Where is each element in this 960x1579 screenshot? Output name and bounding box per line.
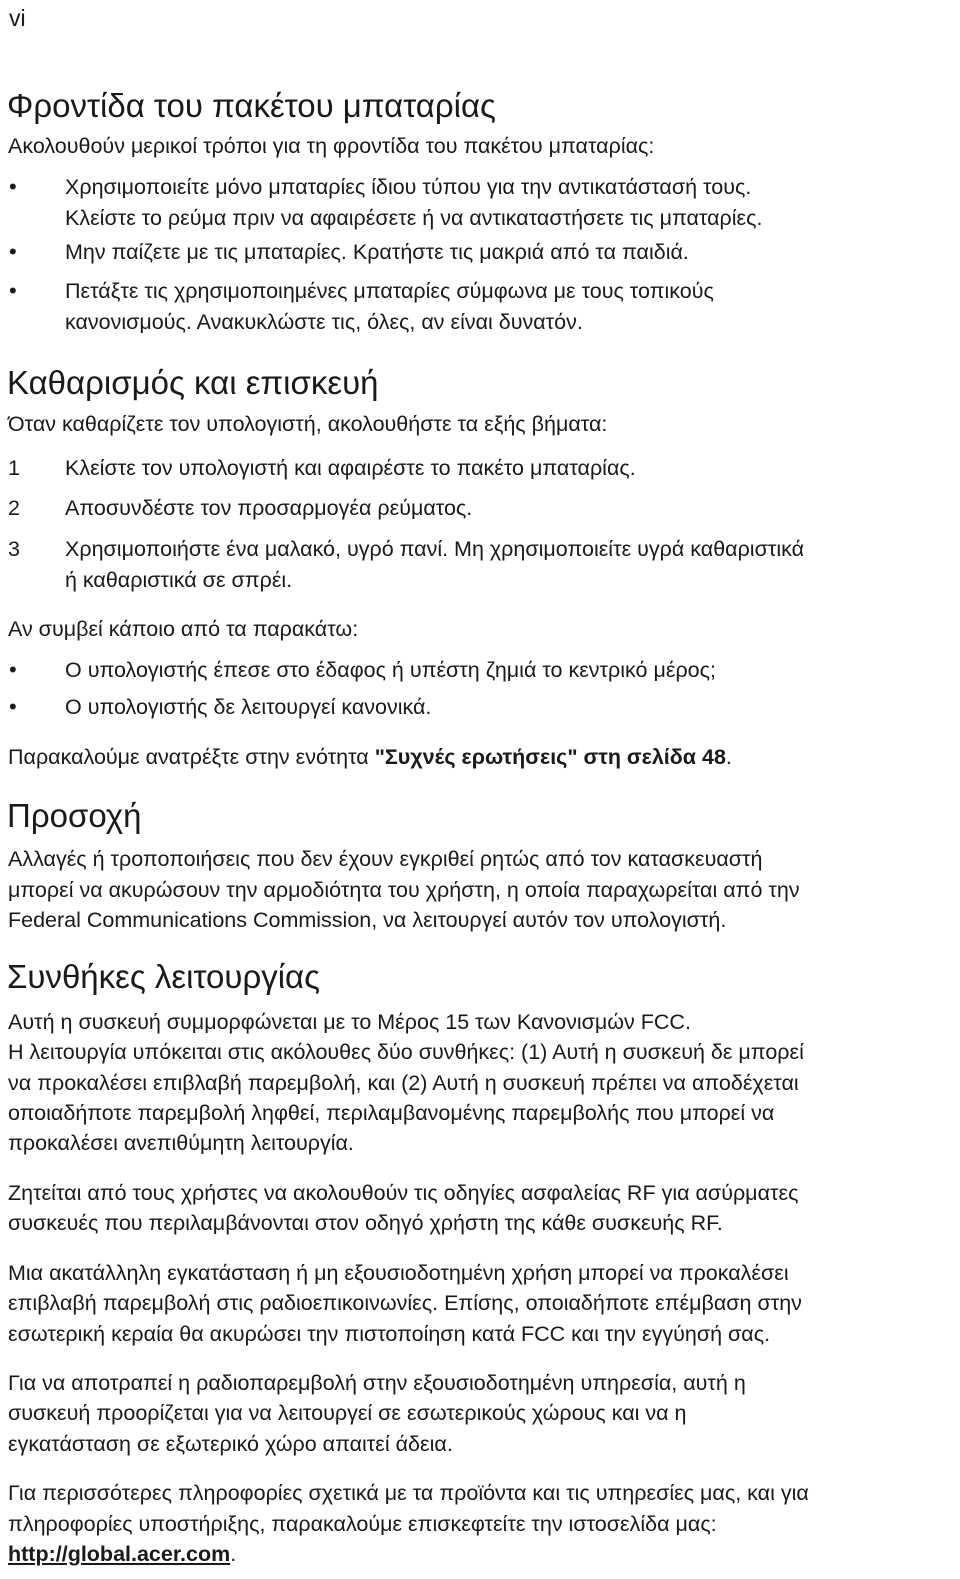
list-item: [0, 237, 960, 268]
list-item: [0, 692, 960, 723]
list-item: [0, 172, 960, 234]
operating-line: προκαλέσει ανεπιθύμητη λειτουργία.: [8, 1131, 354, 1155]
reference-link[interactable]: "Συχνές ερωτήσεις" στη σελίδα 48: [374, 745, 726, 769]
operating-line: Για να αποτραπεί η ραδιοπαρεμβολή στην εξουσιοδοτημένη υπηρεσία, αυτή η: [8, 1371, 746, 1395]
cleaning-heading: Καθαρισμός και επισκευή: [7, 364, 379, 401]
operating-line: συσκευές που περιλαμβάνονται στον οδηγό χρήστη της κάθε συσκευής RF.: [8, 1211, 723, 1235]
step-text: Χρησιμοποιήστε ένα μαλακό, υγρό πανί. Μη χρησιμοποιείτε υγρά καθαριστικά: [65, 537, 805, 561]
operating-line: Για περισσότερες πληροφορίες σχετικά με τα προϊόντα και τις υπηρεσίες μας, και για: [8, 1481, 809, 1505]
step-number: 1: [8, 456, 20, 480]
website-suffix: .: [230, 1542, 237, 1566]
bullet-icon: •: [9, 174, 17, 199]
operating-line: επιβλαβή παρεμβολή στις ραδιοεπικοινωνίες. Επίσης, οποιαδήποτε επέμβαση στην: [8, 1291, 802, 1315]
reference-suffix: .: [725, 745, 732, 769]
list-item-line: κανονισμούς. Ανακυκλώστε τις, όλες, αν είναι δυνατόν.: [65, 309, 583, 334]
operating-line: Ζητείται από τους χρήστες να ακολουθούν τις οδηγίες ασφαλείας RF για ασύρματες: [8, 1181, 799, 1205]
step-number: 3: [8, 537, 20, 561]
page-number: vi: [9, 5, 26, 31]
bullet-icon: •: [9, 239, 17, 264]
bullet-icon: •: [9, 694, 17, 719]
battery-heading: Φροντίδα του πακέτου μπαταρίας: [7, 87, 496, 124]
list-item: [0, 276, 960, 338]
reference-prefix: Παρακαλούμε ανατρέξτε στην ενότητα: [8, 745, 375, 769]
operating-heading: Συνθήκες λειτουργίας: [7, 958, 321, 995]
step-text: Αποσυνδέστε τον προσαρμογέα ρεύματος.: [65, 496, 473, 520]
bullet-icon: •: [9, 657, 17, 682]
operating-line: Αυτή η συσκευή συμμορφώνεται με το Μέρος 15 των Κανονισμών FCC.: [8, 1010, 691, 1034]
operating-line: πληροφορίες υποστήριξης, παρακαλούμε επισκεφτείτε την ιστοσελίδα μας:: [8, 1512, 717, 1536]
step-text: Κλείστε τον υπολογιστή και αφαιρέστε το πακέτο μπαταρίας.: [65, 456, 636, 480]
bullet-icon: •: [9, 278, 17, 303]
step-item: [0, 493, 960, 524]
operating-line: Η λειτουργία υπόκειται στις ακόλουθες δύο συνθήκες: (1) Αυτή η συσκευή δε μπορεί: [8, 1040, 804, 1064]
caution-heading: Προσοχή: [7, 797, 142, 834]
battery-intro: Ακολουθούν μερικοί τρόποι για τη φροντίδα του πακέτου μπαταρίας:: [8, 134, 655, 158]
list-item-line: Ο υπολογιστής δε λειτουργεί κανονικά.: [65, 695, 432, 719]
operating-line: εγκατάσταση σε εξωτερικό χώρο απαιτεί άδεια.: [8, 1432, 453, 1456]
caution-line: Federal Communications Commission, να λειτουργεί αυτόν τον υπολογιστή.: [8, 908, 727, 932]
list-item-line: Χρησιμοποιείτε μόνο μπαταρίες ίδιου τύπου για την αντικατάστασή τους.: [65, 175, 752, 199]
caution-line: Αλλαγές ή τροποποιήσεις που δεν έχουν εγκριθεί ρητώς από τον κατασκευαστή: [8, 847, 763, 871]
list-item: [0, 655, 960, 686]
step-text: ή καθαριστικά σε σπρέι.: [65, 567, 293, 592]
caution-line: μπορεί να ακυρώσουν την αρμοδιότητα του χρήστη, η οποία παραχωρείται από την: [8, 878, 800, 902]
website-link[interactable]: http://global.acer.com: [8, 1542, 231, 1566]
list-item-line: Πετάξτε τις χρησιμοποιημένες μπαταρίες σύμφωνα με τους τοπικούς: [65, 279, 714, 303]
website-line: [8, 1540, 236, 1568]
operating-line: συσκευή προορίζεται για να λειτουργεί σε εσωτερικούς χώρους και να η: [8, 1401, 687, 1425]
list-item-line: Μην παίζετε με τις μπαταρίες. Κρατήστε τις μακριά από τα παιδιά.: [65, 240, 689, 264]
step-item: [0, 534, 960, 596]
reference-text: [8, 743, 732, 771]
condition-intro: Αν συμβεί κάποιο από τα παρακάτω:: [8, 617, 359, 641]
cleaning-intro: Όταν καθαρίζετε τον υπολογιστή, ακολουθήστε τα εξής βήματα:: [8, 412, 608, 436]
list-item-line: Ο υπολογιστής έπεσε στο έδαφος ή υπέστη ζημιά το κεντρικό μέρος;: [65, 658, 716, 682]
list-item-line: Κλείστε το ρεύμα πριν να αφαιρέσετε ή να αντικαταστήσετε τις μπαταρίες.: [65, 205, 763, 230]
step-item: [0, 453, 960, 484]
operating-line: οποιαδήποτε παρεμβολή ληφθεί, περιλαμβανομένης παρεμβολής που μπορεί να: [8, 1101, 775, 1125]
operating-line: να προκαλέσει επιβλαβή παρεμβολή, και (2) Αυτή η συσκευή πρέπει να αποδέχεται: [8, 1071, 799, 1095]
step-number: 2: [8, 496, 20, 520]
operating-line: εσωτερική κεραία θα ακυρώσει την πιστοποίηση κατά FCC και την εγγύησή σας.: [8, 1322, 771, 1346]
operating-line: Μια ακατάλληλη εγκατάσταση ή μη εξουσιοδοτημένη χρήση μπορεί να προκαλέσει: [8, 1261, 789, 1285]
